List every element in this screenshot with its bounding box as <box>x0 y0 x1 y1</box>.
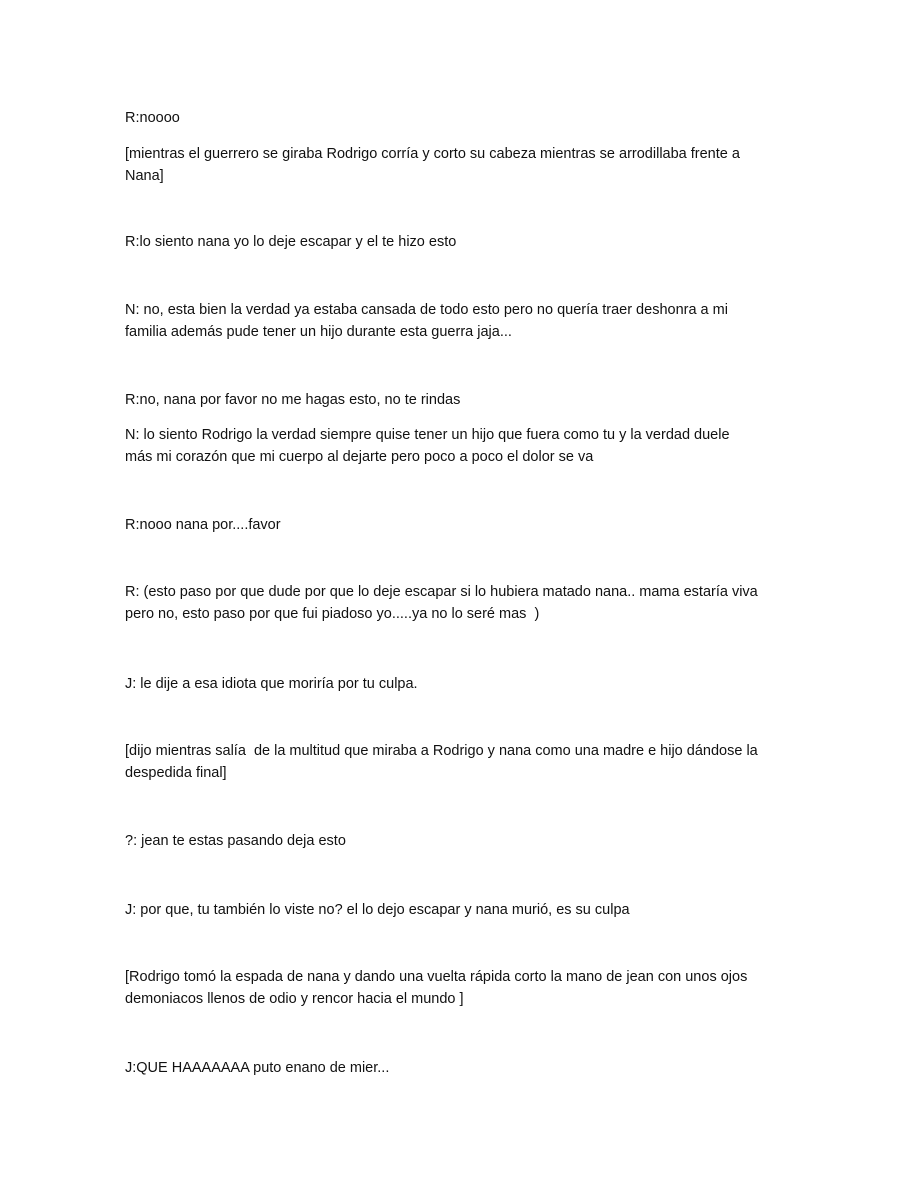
dialogue-line: R:no, nana por favor no me hagas esto, no te rindas <box>125 392 461 408</box>
dialogue-line: R: (esto paso por que dude por que lo deje escapar si lo hubiera matado nana.. mama estaría viva pero no, esto paso por que fui piadoso yo.....ya no lo seré mas ) <box>125 584 758 622</box>
dialogue-line: R:noooo <box>125 110 180 126</box>
dialogue-line: J: le dije a esa idiota que moriría por tu culpa. <box>125 676 418 692</box>
narration-paragraph: [Rodrigo tomó la espada de nana y dando una vuelta rápida corto la mano de jean con unos ojos demoniacos llenos de odio y rencor hacia el mundo ] <box>125 969 748 1007</box>
dialogue-line: J: por que, tu también lo viste no? el lo dejo escapar y nana murió, es su culpa <box>125 902 630 918</box>
dialogue-line: ?: jean te estas pasando deja esto <box>125 833 346 849</box>
narration-paragraph: [mientras el guerrero se giraba Rodrigo corría y corto su cabeza mientras se arrodillaba frente a Nana] <box>125 146 740 184</box>
dialogue-line: N: no, esta bien la verdad ya estaba cansada de todo esto pero no quería traer deshonra a mi familia además pude tener un hijo durante esta guerra jaja... <box>125 302 728 340</box>
dialogue-line: R:nooo nana por....favor <box>125 517 281 533</box>
narration-paragraph: [dijo mientras salía de la multitud que miraba a Rodrigo y nana como una madre e hijo dándose la despedida final] <box>125 743 758 781</box>
dialogue-line: J:QUE HAAAAAAA puto enano de mier... <box>125 1060 390 1076</box>
dialogue-line: R:lo siento nana yo lo deje escapar y el te hizo esto <box>125 234 457 250</box>
dialogue-line: N: lo siento Rodrigo la verdad siempre quise tener un hijo que fuera como tu y la verdad duele más mi corazón que mi cuerpo al dejarte pero poco a poco el dolor se va <box>125 427 730 465</box>
